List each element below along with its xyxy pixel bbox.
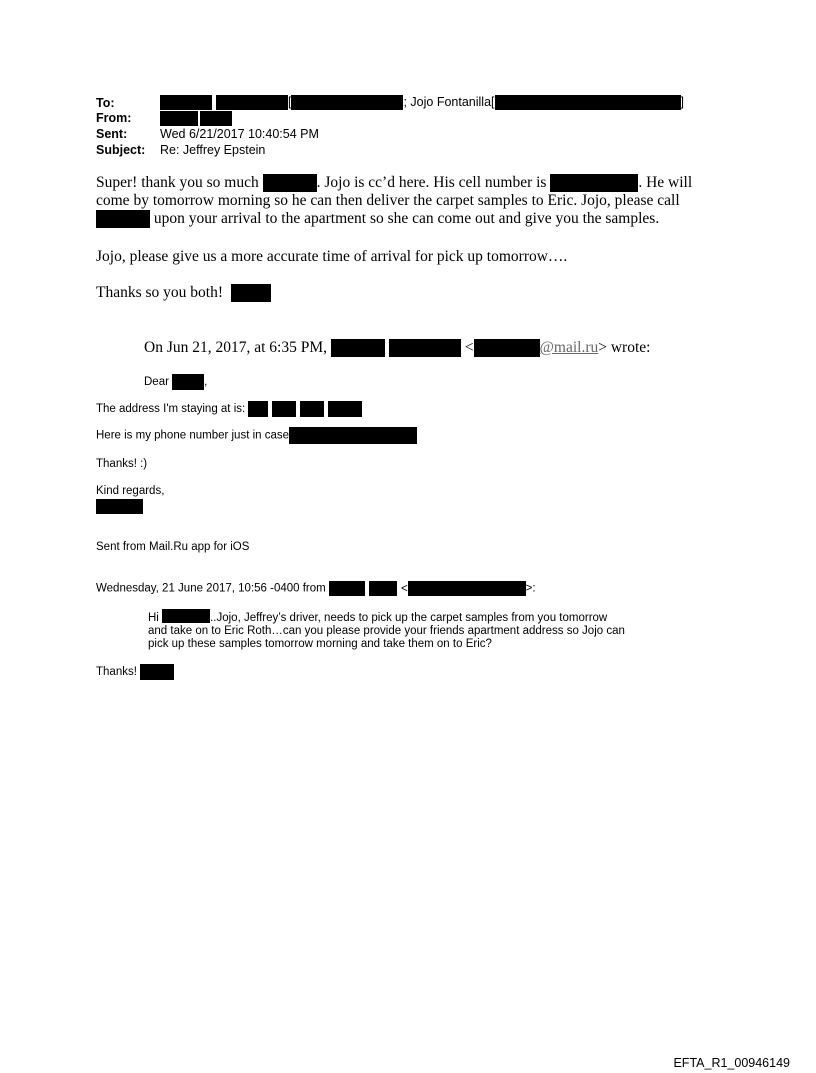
quoted2-header: Wednesday, 21 June 2017, 10:56 -0400 from < >: [96,582,536,595]
redaction [289,427,417,444]
redaction [329,581,365,596]
redaction [495,95,681,110]
address-line: The address I'm staying at is: [96,401,362,417]
redaction [408,581,526,596]
signature-redaction [96,499,143,514]
redaction [231,284,271,302]
redaction [140,664,174,680]
from-value [160,110,232,128]
reply-line-3: upon your arrival to the apartment so she can come out and give you the samples. [96,210,659,228]
redaction [263,174,317,192]
redaction [331,339,385,357]
quoted2-body: Hi ..Jojo, Jeffrey’s driver, needs to pick up the carpet samples from you tomorrow and take on to Eric Roth…can you please provide your friends apartment address so Jojo can pick up these samples tomorrow morning and take them on to Eric? [148,609,625,651]
from-label: From: [96,111,132,125]
redaction [96,210,150,228]
reply-para-3: Thanks so you both! [96,284,271,302]
redaction [369,581,397,596]
phone-line: Here is my phone number just in case [96,427,417,444]
redaction [328,401,362,417]
dear-line: Dear , [144,374,207,390]
redaction [160,111,198,126]
redaction [248,401,268,417]
redaction [389,339,461,357]
sent-value: Wed 6/21/2017 10:40:54 PM [160,127,319,141]
redaction [160,95,212,110]
to-separator: ; Jojo Fontanilla [403,95,492,109]
regards-line: Kind regards, [96,485,165,497]
reply-line-1: Super! thank you so much . Jojo is cc’d here. His cell number is . He will [96,174,693,191]
redaction [200,111,232,126]
sent-label: Sent: [96,127,128,141]
redaction [216,95,288,110]
document-id: EFTA_R1_00946149 [673,1056,790,1070]
to-value: [ ; Jojo Fontanilla[ ] [160,95,684,110]
reply-line-2: come by tomorrow morning so he can then deliver the carpet samples to Eric. Jojo, please call [96,192,680,209]
redaction [272,401,296,417]
to-label: To: [96,96,115,110]
redaction [172,374,204,390]
email-link[interactable]: @mail.ru [539,339,599,356]
redaction [300,401,324,417]
redaction [162,609,210,623]
subject-label: Subject: [96,143,146,157]
reply-para-2: Jojo, please give us a more accurate time of arrival for pick up tomorrow…. [96,248,568,265]
quoted-intro: On Jun 21, 2017, at 6:35 PM, < @mail.ru> wrote: [144,339,651,356]
subject-value: Re: Jeffrey Epstein [160,143,266,157]
thanks-line: Thanks! :) [96,458,148,470]
sent-from-line: Sent from Mail.Ru app for iOS [96,541,250,553]
redaction [550,174,638,192]
quoted2-thanks: Thanks! [96,664,174,680]
redaction [291,95,403,110]
redaction [474,339,540,357]
